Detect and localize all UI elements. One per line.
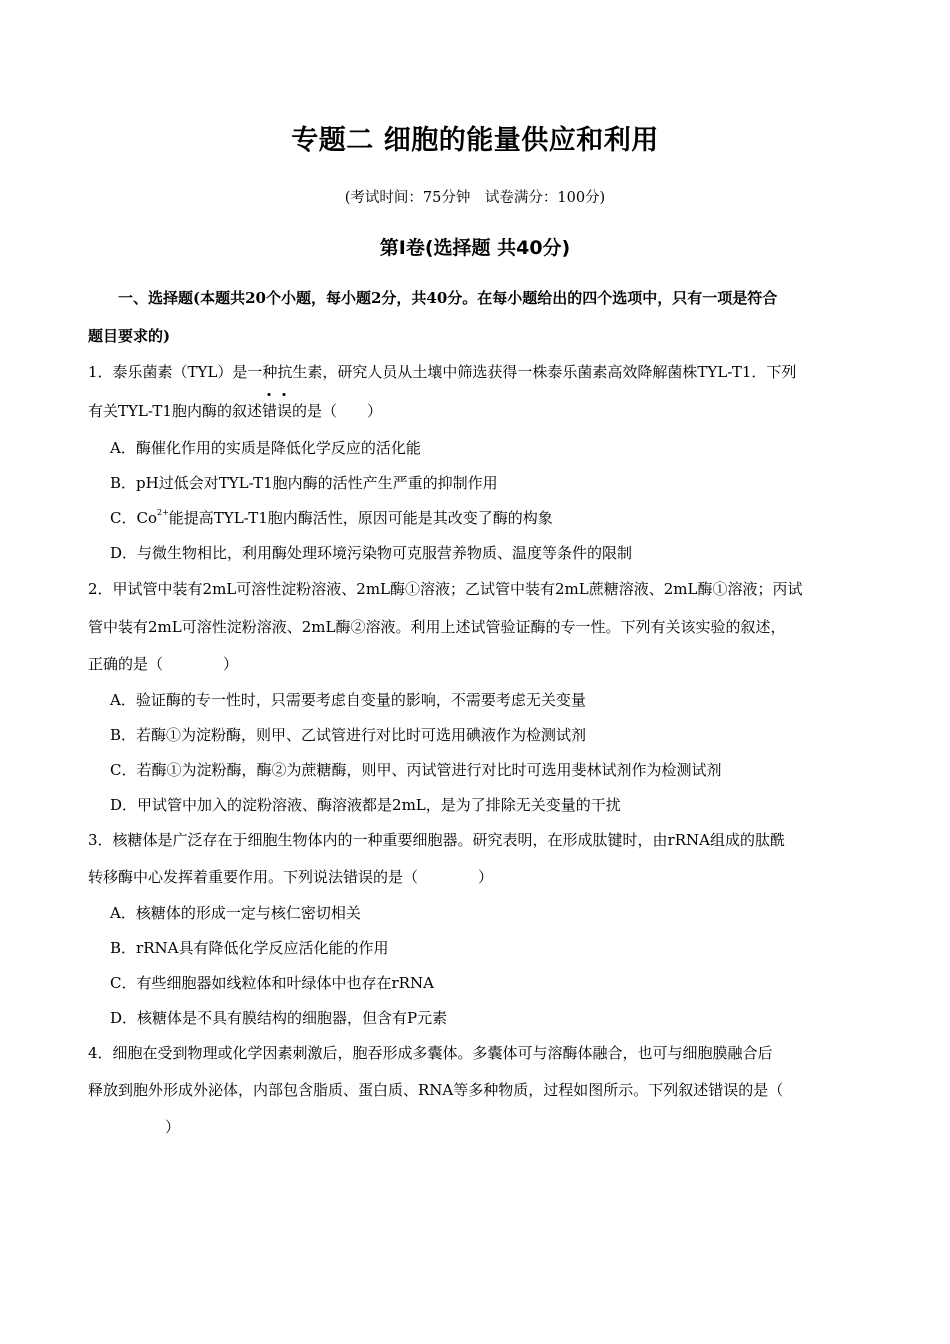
question-1-option-c: C．$Co^{2+}$能提高TYL-T1胞内酶活性，原因可能是其改变了酶的构象 <box>110 508 553 527</box>
question-2-stem: 2．甲试管中装有2mL可溶性淀粉溶液、2mL酶①溶液；乙试管中装有2mL蔗糖溶液、2mL酶①溶液；丙试 <box>88 580 803 598</box>
document-title: 专题二 细胞的能量供应和利用 <box>291 125 659 156</box>
question-2-option-b: B．若酶①为淀粉酶，则甲、乙试管进行对比时可选用碘液作为检测试剂 <box>110 726 587 744</box>
question-3-option-d: D．核糖体是不具有膜结构的细胞器，但含有P元素 <box>110 1009 448 1027</box>
question-1-stem: 1．泰乐菌素（TYL）是一种抗生素，研究人员从土壤中筛选获得一株泰乐菌素高效降解菌株TYL-T1．下列 <box>88 363 797 381</box>
question-1-stem-prefix: 有关TYL-T1胞内酶的叙述 <box>88 402 262 420</box>
question-3-option-b: B．rRNA具有降低化学反应活化能的作用 <box>110 939 389 957</box>
question-1-stem-suffix: 的是（ ） <box>291 402 382 420</box>
section-instructions: 一、选择题(本题共20个小题，每小题2分，共40分。在每小题给出的四个选项中，只有一项是符合 <box>118 289 778 307</box>
question-2-option-d: D．甲试管中加入的淀粉溶液、酶溶液都是2mL，是为了排除无关变量的干扰 <box>110 796 621 814</box>
question-4-stem: 4．细胞在受到物理或化学因素刺激后，胞吞形成多囊体。多囊体可与溶酶体融合，也可与细胞膜融合后 <box>88 1044 773 1062</box>
question-4-stem-cont: 释放到胞外形成外泌体，内部包含脂质、蛋白质、RNA等多种物质，过程如图所示。下列叙述错误的是（ <box>88 1081 784 1099</box>
part-heading: 第Ⅰ卷(选择题 共40分) <box>379 237 571 259</box>
question-3-option-c: C．有些细胞器如线粒体和叶绿体中也存在rRNA <box>110 974 434 992</box>
question-3-stem: 3．核糖体是广泛存在于细胞生物体内的一种重要细胞器。研究表明，在形成肽键时，由rRNA组成的肽酰 <box>88 831 785 849</box>
superscript: 2+ <box>157 508 169 517</box>
question-2-option-a: A．验证酶的专一性时，只需要考虑自变量的影响，不需要考虑无关变量 <box>110 691 586 709</box>
question-4-stem-cont: ） <box>120 1118 181 1136</box>
exam-info: (考试时间：75分钟 试卷满分：100分) <box>344 190 606 206</box>
question-1-stem-cont <box>88 400 382 421</box>
question-2-stem-cont: 正确的是（ ） <box>88 655 239 673</box>
question-3-option-a: A．核糖体的形成一定与核仁密切相关 <box>110 904 361 922</box>
question-1-option-d: D．与微生物相比，利用酶处理环境污染物可克服营养物质、温度等条件的限制 <box>110 544 633 562</box>
question-2-stem-cont: 管中装有2mL可溶性淀粉溶液、2mL酶②溶液。利用上述试管验证酶的专一性。下列有关该实验的叙述， <box>88 618 786 636</box>
emphasis-dot <box>283 393 286 396</box>
question-2-option-c: C．若酶①为淀粉酶，酶②为蔗糖酶，则甲、丙试管进行对比时可选用斐林试剂作为检测试剂 <box>110 761 722 779</box>
emphasis-char: 错 <box>262 402 277 420</box>
question-1-option-a: A．酶催化作用的实质是降低化学反应的活化能 <box>110 439 421 457</box>
emphasis-char: 误 <box>277 402 292 420</box>
emphasis-dot <box>268 393 271 396</box>
question-3-stem-cont: 转移酶中心发挥着重要作用。下列说法错误的是（ ） <box>88 868 494 886</box>
section-instructions-cont: 题目要求的) <box>88 327 171 345</box>
question-1-option-b: B．pH过低会对TYL-T1胞内酶的活性产生严重的抑制作用 <box>110 474 498 492</box>
